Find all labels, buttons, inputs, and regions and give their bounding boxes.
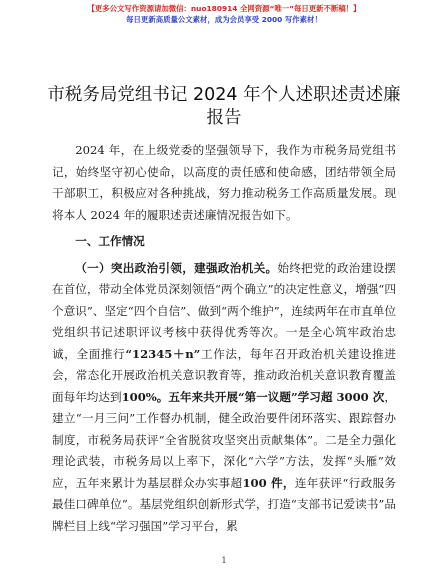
promo-banner-line1: 【更多公文写作资源请加微信：nuo180914 全网资源“唯一”每日更新不断稿！】 [87,4,361,13]
bold-figure: 100%。五年来共开展“第一议题”学习超 3000 次 [121,389,385,404]
subsection-heading: （一）突出政治引领，建强政治机关。 [75,260,278,275]
promo-banner-line2: 每日更新高质量公文素材，成为会员享受 2000 写作素材！ [126,15,322,24]
paragraph-text: ，建立“一月三问”工作督办机制，健全政治要件闭环落实、跟踪督办制度，市税务局获评“全省脱贫攻坚突出贡献集体”。二是全力强化理论武装，市税务局以上率下，深化“六学”方法，发挥“头雁”效应，五年来累计为基层群众办实事超 [52,389,396,490]
work-paragraph-1 [52,258,396,538]
paragraph-text: 连年获评“行政服务最佳口碑单位”。基层党组织创新形式学，打造“支部书记爱读书”品牌栏目上线“学习强国”学习平台，累 [52,475,396,533]
paragraph-text: 始终把党的政治建设摆在首位，带动全体党员深刻领悟“两个确立”的决定性意义，增强“四个意识”、坚定“四个自信”、做到“两个维护”，连续两年在市直单位党组织书记述职评议考核中获得优秀等次。一是全心筑牢政治忠诚，全面推行 [52,260,396,361]
bold-figure: 100 件， [242,475,295,490]
document-body [52,140,396,537]
promo-banner [0,4,448,25]
section-heading-work: 一、工作情况 [75,234,145,248]
paragraph-text: 工作法，每年召开政治机关建设推进会，常态化开展政治机关意识教育等，推动政治机关意识教育覆盖面每年均达到 [52,346,396,404]
intro-paragraph: 2024 年，在上级党委的坚强领导下，我作为市税务局党组书记，始终坚守初心使命，以高度的责任感和使命感，团结带领全局干部职工，积极应对各种挑战，努力推动税务工作高质量发展。现将本人 2024 年的履职述责述廉情况报告如下。 [52,143,396,222]
bold-figure: “12345＋n” [125,346,201,361]
page-number: 1 [221,556,227,565]
document-title: 市税务局党组书记 2024 年个人述职述责述廉报告 [47,85,401,128]
